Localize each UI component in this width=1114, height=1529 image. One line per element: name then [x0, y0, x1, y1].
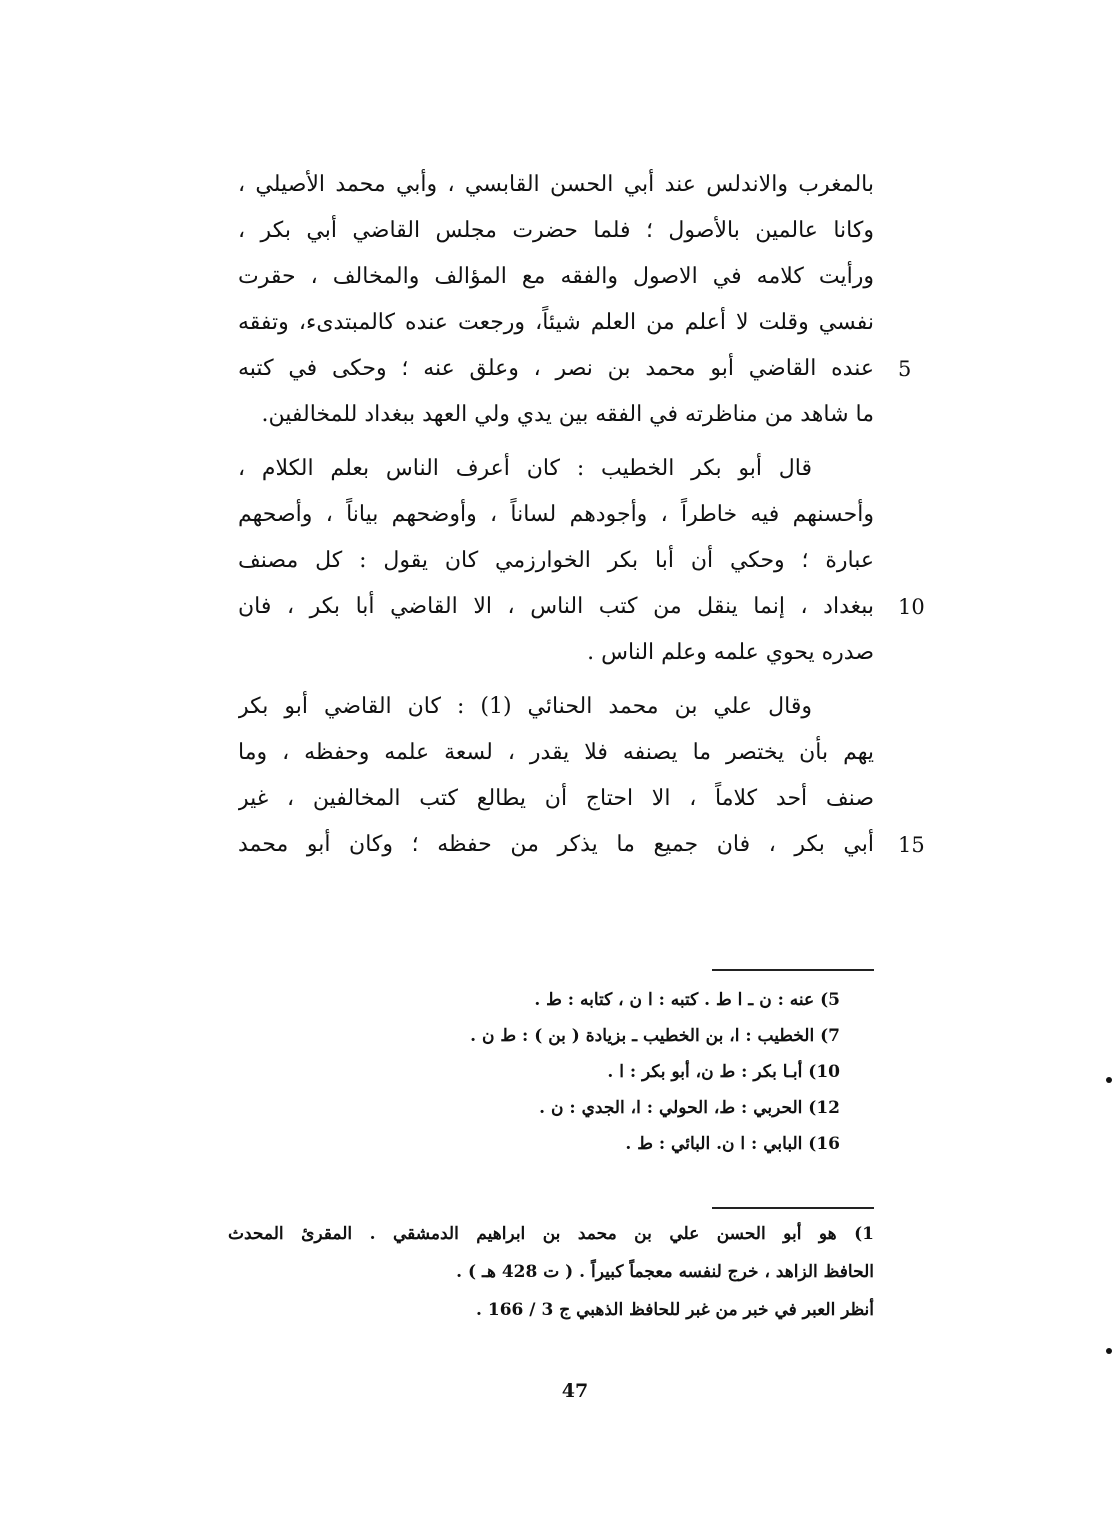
text-line: نفسي وقلت لا أعلم من العلم شيئاً، ورجعت عنده كالمبتدىء، وتفقه: [238, 310, 874, 335]
footnote-line: أنظر العبر في خبر من غبر للحافظ الذهبي ج 3 / 166 .: [476, 1300, 874, 1320]
text-line: وكانا عالمين بالأصول ؛ فلما حضرت مجلس القاضي أبي بكر ،: [238, 218, 874, 243]
text-line: وقال علي بن محمد الحنائي (1) : كان القاضي أبو بكر: [238, 694, 812, 719]
text-line: عنده القاضي أبو محمد بن نصر ، وعلق عنه ؛ وحكى في كتبه: [238, 356, 874, 381]
line-number: 10: [898, 595, 925, 619]
margin-mark: [1106, 1348, 1112, 1354]
text-line: بالمغرب والاندلس عند أبي الحسن القابسي ، وأبي محمد الأصيلي ،: [238, 172, 874, 197]
footnote-line: الحافظ الزاهد ، خرج لنفسه معجماً كبيراً . ( ت 428 هـ ) .: [456, 1262, 874, 1282]
variant-line: 12) الحربي : ط، الحولي : ا، الجدي : ن .: [539, 1098, 840, 1118]
line-number: 15: [898, 833, 925, 857]
text-line: قال أبو بكر الخطيب : كان أعرف الناس بعلم الكلام ،: [238, 456, 812, 481]
footnote-rule: [712, 1207, 874, 1209]
text-line: عبارة ؛ وحكي أن أبا بكر الخوارزمي كان يقول : كل مصنف: [238, 548, 874, 573]
variant-line: 7) الخطيب : ا، بن الخطيب ـ بزيادة ( بن ) : ط ن .: [470, 1026, 840, 1046]
text-line: وأحسنهم فيه خاطراً ، وأجودهم لساناً ، وأوضحهم بياناً ، وأصحهم: [238, 502, 874, 527]
text-line: صنف أحد كلاماً ، الا احتاج أن يطالع كتب المخالفين ، غير: [238, 786, 874, 811]
text-line: ما شاهد من مناظرته في الفقه بين يدي ولي العهد ببغداد للمخالفين.: [261, 402, 874, 427]
line-number: 5: [898, 357, 912, 381]
page-number: 47: [561, 1380, 589, 1402]
text-line: ببغداد ، إنما ينقل من كتب الناس ، الا القاضي أبا بكر ، فان: [238, 594, 874, 619]
variants-rule: [712, 969, 874, 971]
text-line: أبي بكر ، فان جميع ما يذكر من حفظه ؛ وكان أبو محمد: [238, 832, 874, 857]
margin-mark: [1106, 1077, 1112, 1083]
footnote-line: 1) هو أبو الحسن علي بن محمد بن ابراهيم الدمشقي . المقرئ المحدث: [228, 1224, 874, 1244]
variant-line: 5) عنه : ن ـ ا ط . كتبه : ا ن ، كتابه : ط .: [534, 990, 840, 1010]
text-line: ورأيت كلامه في الاصول والفقه مع المؤالف والمخالف ، حقرت: [238, 264, 874, 289]
variant-line: 16) البابي : ا ن. البائي : ط .: [625, 1134, 840, 1154]
text-line: صدره يحوي علمه وعلم الناس .: [587, 640, 874, 665]
variant-line: 10) أبـا بكر : ط ن، أبو بكر : ا .: [607, 1062, 840, 1082]
text-line: يهم بأن يختصر ما يصنفه فلا يقدر ، لسعة علمه وحفظه ، وما: [238, 740, 874, 765]
